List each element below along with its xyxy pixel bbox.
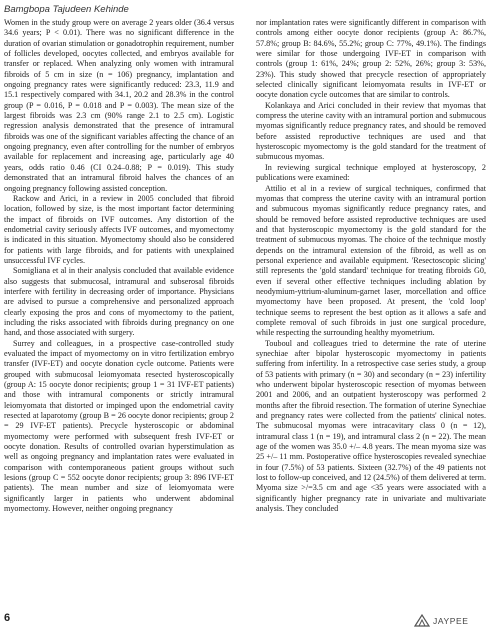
publisher-logo [414, 614, 469, 627]
running-head: Bamgbopa Tajudeen Kehinde [4, 4, 129, 15]
page-number: 6 [4, 612, 11, 624]
paragraph: Attilio et al in a review of surgical techniques, confirmed that myomas that compress the uterine cavity with an intramural portion and submucous myomas significantly reduce pregnancy rates, and should be removed before assisted reproductive techniques are used and that hysteroscopic myomectomy is the gold standard for the treatment of submucous myomas. The choice of the technique mostly depends on the intramural extension of the fibroid, as well as on personal experience and available equipment. 'Resectoscopic slicing' still represents the 'gold standard' technique for treating fibroids G0, even if several other effective techniques including ablation by neodymium-yttrium-aluminum-garnet laser, morcellation and office myomectomy have been proposed. At present, the 'cold loop' technique seems to represent the best option as it allows a safe and complete removal of such fibroids in just one surgical procedure, while respecting the surrounding healthy myometrium. [256, 183, 486, 338]
left-column [4, 18, 234, 608]
paragraph: Women in the study group were on average 2 years older (36.4 versus 34.6 years; P < 0.01). There was no significant difference in the duration of ovarian stimulation or gonadotrophin requirement, number of follicles developed, oocytes collected, and embryos available for transfer or replaced. When analyzing only women with intramural fibroids of 5 cm in size (n = 106) pregnancy, implantation and ongoing pregnancy rates were significantly reduced: 23.3, 11.9 and 15.1 respectively compared with 34.1, 20.2 and 28.3% in the control group (P = 0.016, P = 0.018 and P = 0.003). The mean size of the largest fibroids was 2.3 cm (90% range 2.1 to 2.5 cm). Logistic regression analysis demonstrated that the presence of intramural fibroids was one of the significant variables affecting the chance of an ongoing pregnancy, even after controlling for the number of embryos available for replacement and increasing age, particularly age 40 years, odds ratio 0.46 (CI 0.24–0.88; P = 0.019). This study demonstrated that an intramural fibroid halves the chances of an ongoing pregnancy following assisted conception. [4, 18, 234, 193]
paragraph: Kolankaya and Arici concluded in their review that myomas that compress the uterine cavity with an intramural portion and submucous myomas significantly reduce pregnancy rates, and should be removed before assisted reproductive techniques are used and that hysteroscopic myomectomy is the gold standard for the treatment of submucous myomas. [256, 100, 486, 162]
publisher-name: JAYPEE [433, 615, 469, 626]
paragraph: In reviewing surgical technique employed at hysteroscopy, 2 publications were examined: [256, 162, 486, 183]
paragraph: Somigliana et al in their analysis concluded that available evidence also suggests that submucosal, intramural and subserosal fibroids interfere with fertility in decreasing order of importance. Physicians are advised to pursue a comprehensive and personalized approach clearly exposing the pros and cons of myomectomy to the patient, including the risks associated with fibroids during pregnancy on one hand, and those associated with surgery. [4, 266, 234, 338]
paragraph: nor implantation rates were significantly different in comparison with controls among either oocyte donor recipients (group A: 86.7%, 57.8%; group B: 84.6%, 55.2%; group C: 77%, 49.1%). The findings were similar for those undergoing IVF-ET in comparison with controls (group 1: 61%, 24%; group 2: 52%, 26%; group 3: 53%, 23%). This study showed that precycle resection of appropriately selected clinically significant leiomyomata results in IVF-ET or oocyte donation cycle outcomes that are similar to controls. [256, 18, 486, 100]
jaypee-logo-icon [414, 614, 430, 627]
paragraph: Touboul and colleagues tried to determine the rate of uterine synechiae after bipolar hysteroscopic myomectomy in patients suffering from infertility. In a retrospective case series study, a group of 53 patients with primary (n = 30) and secondary (n = 23) infertility who underwent bipolar hysteroscopic resection of myomas between 2001 and 2006, and an outpatient hysteroscopy was performed 2 months after the fibroid resection. The formation of uterine Synechiae and pregnancy rates were collected from the patients' clinical notes. The submucosal myomas were intracavitary class 0 (n = 12), intramural class 1 (n = 19), and intramural class 2 (n = 22). The mean age of the women was 35.0 +/– 4.8 years. The mean myoma size was 25 +/– 11 mm. Postoperative office hysteroscopies revealed synechiae in four (7.5%) of 53 patients. Sixteen (32.7%) of the 49 patients not lost to follow-up conceived, and 12 (24.5%) of them delivered at term. Myoma size >/=3.5 cm and age <35 years were associated with a significantly higher pregnancy rate in univariate and multivariate analysis. They concluded [256, 338, 486, 514]
right-column [256, 18, 486, 608]
paragraph: Surrey and colleagues, in a prospective case-controlled study evaluated the impact of myomectomy on in vitro fertilization embryo transfer (IVF-ET) and oocyte donation cycle outcome. Patients were grouped with submucosal leiomyomata resected hysteroscopically (group A: 15 oocyte donor recipients; group 1 = 31 IVF-ET patients) and those with intramural components or strictly intramural leiomyomata that distorted or impinged upon the endometrial cavity resected at laparotomy (group B = 26 oocyte donor recipients; group 2 = 29 IVF-ET patients). Precycle hysteroscopic or abdominal myomectomy were performed with subsequent fresh IVF-ET or oocyte donation. Results of controlled ovarian hyperstimulation as well as ongoing pregnancy and implantation rates were evaluated in comparison with contemporaneous patient groups without such lesions (group C = 552 oocyte donor recipients; group 3: 896 IVF-ET patients). The mean number and size of leiomyomata were significantly larger in patients who underwent abdominal myomectomy. However, neither ongoing pregnancy [4, 338, 234, 514]
paragraph: Rackow and Arici, in a review in 2005 concluded that fibroid location, followed by size, is the most important factor determining the impact of fibroids on IVF outcomes. Any distortion of the endometrial cavity seriously affects IVF outcomes, and myomectomy is indicated in this situation. Myomectomy should also be considered for patients with large fibroids, and for patients with unexplained unsuccessful IVF cycles. [4, 193, 234, 265]
